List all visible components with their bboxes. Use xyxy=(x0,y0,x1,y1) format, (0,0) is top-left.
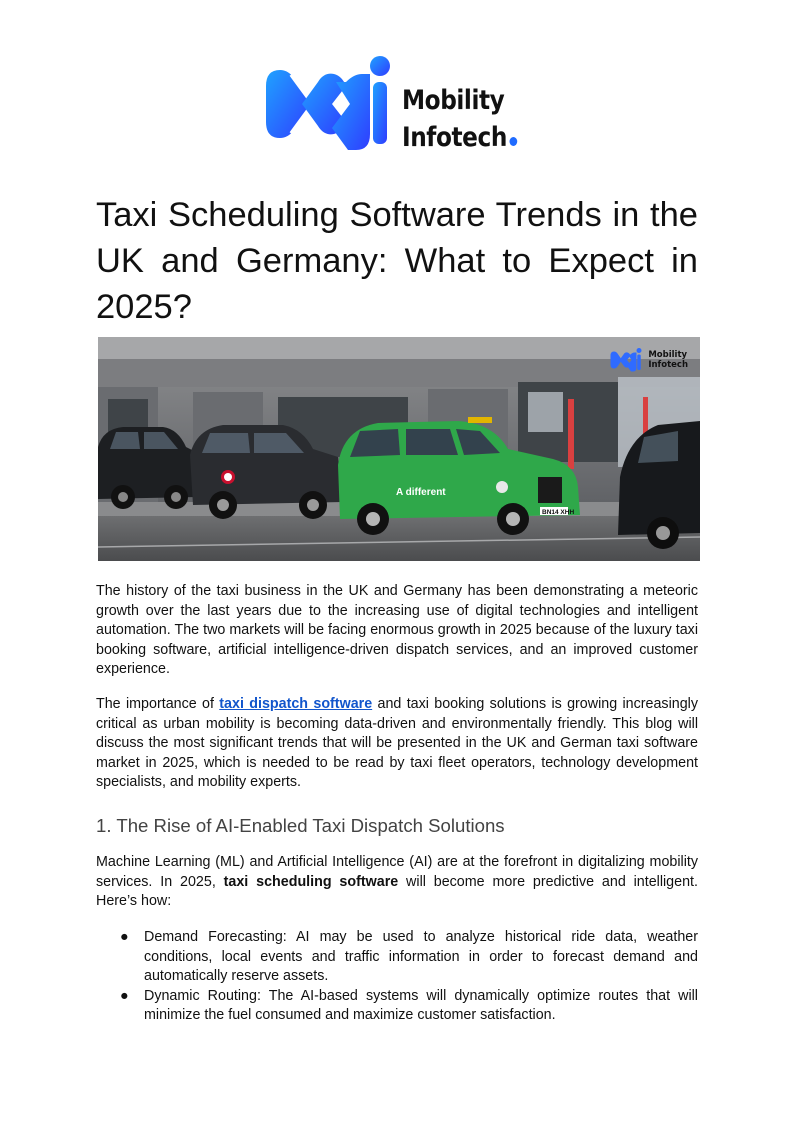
list-item xyxy=(96,928,698,987)
title-line-1: Taxi Scheduling Software Trends in the xyxy=(96,196,698,234)
page-title xyxy=(96,192,698,330)
bullet-list xyxy=(96,928,698,1026)
watermark-line2: Infotech xyxy=(648,360,688,370)
section-paragraph xyxy=(96,853,698,912)
second-paragraph-lead: The importance of xyxy=(96,696,220,712)
title-line-2: UK and Germany: What to Expect in xyxy=(96,242,698,280)
second-paragraph-rest: and taxi booking solutions is growing increasingly critical as urban mobility is becoming data-driven and environmentally friendly. This blog will discuss the most significant trends that will be presented in the UK and German taxi software market in 2025, which is needed to be read by taxi fleet operators, technology development specialists, and mobility experts. xyxy=(96,696,698,791)
section-heading: 1. The Rise of AI-Enabled Taxi Dispatch Solutions xyxy=(96,815,505,836)
bullet-icon: ● xyxy=(120,987,129,1004)
hero-image xyxy=(98,337,700,561)
bullet-text: Demand Forecasting: AI may be used to analyze historical ride data, weather conditions, local events and traffic information in order to forecast demand and automatically reserve assets. xyxy=(144,929,698,985)
logo-text-line2: Infotech xyxy=(402,122,507,153)
watermark-logo-icon xyxy=(609,347,645,373)
logo-dot xyxy=(510,137,518,146)
section-paragraph-lead: Machine Learning (ML) and Artificial Intelligence (AI) are at the forefront in digitalizing mobility services. In 2025, xyxy=(96,854,698,890)
watermark-line1: Mobility xyxy=(648,350,688,360)
bullet-text: Dynamic Routing: The AI-based systems will dynamically optimize routes that will minimize the fuel consumed and maximize customer satisfaction. xyxy=(144,987,698,1024)
section-paragraph-bold: taxi scheduling software xyxy=(223,873,399,890)
title-line-3: 2025? xyxy=(96,288,192,326)
taxi-dispatch-software-link[interactable]: taxi dispatch software xyxy=(219,696,373,712)
list-item xyxy=(96,987,698,1026)
section-paragraph-rest: will become more predictive and intelligent. Here’s how: xyxy=(96,873,698,910)
intro-paragraph: The history of the taxi business in the UK and Germany has been demonstrating a meteoric growth over the last years due to the increasing use of digital technologies and intelligent automation. The two markets will be facing enormous growth in 2025 because of the luxury taxi booking software, artificial intelligence-driven dispatch services, and an improved customer experience. xyxy=(96,583,698,678)
logo-mark-icon xyxy=(262,52,402,156)
company-logo xyxy=(262,52,537,156)
logo-text-line1: Mobility xyxy=(402,85,505,116)
cab-side-text: A different xyxy=(396,487,446,498)
plate-text: BN14 ХНН xyxy=(542,509,575,516)
second-paragraph xyxy=(96,695,698,793)
hero-watermark xyxy=(609,347,688,373)
bullet-icon: ● xyxy=(120,929,129,945)
